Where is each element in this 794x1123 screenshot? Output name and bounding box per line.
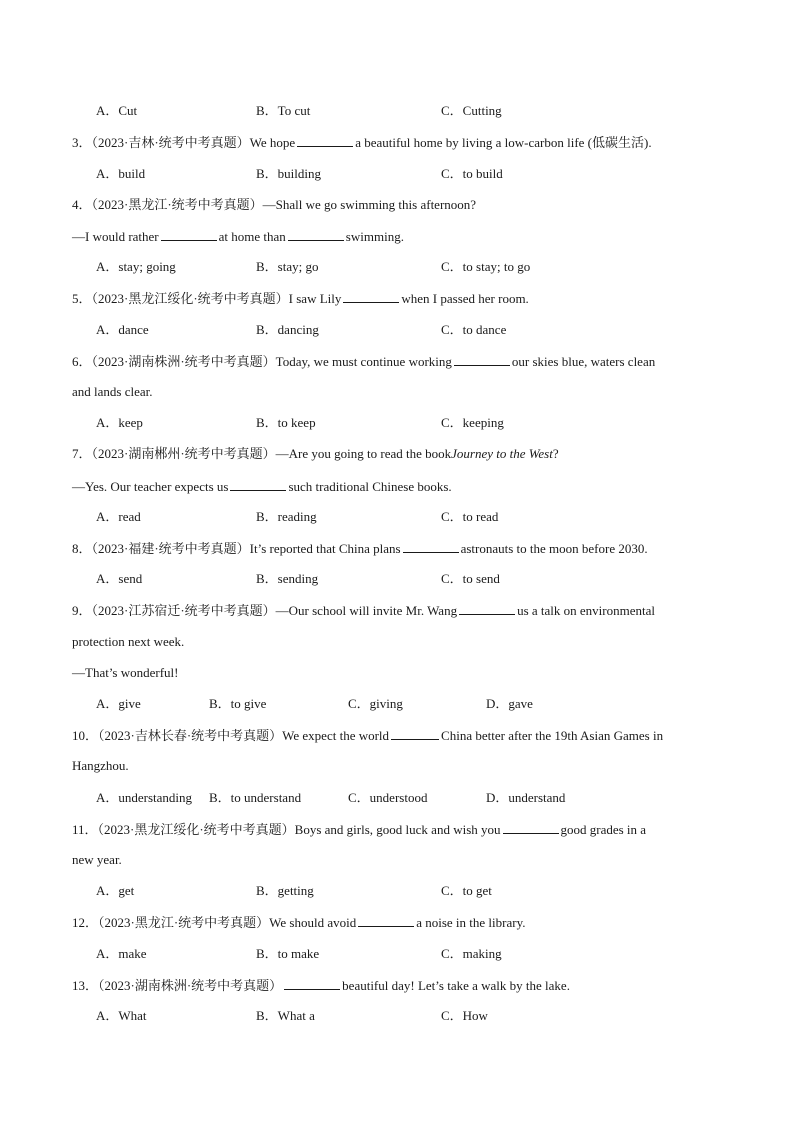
q5-stem-end: when I passed her room. bbox=[401, 291, 529, 306]
q5-option-c[interactable]: C．to dance bbox=[441, 322, 507, 337]
q12-option-a[interactable]: A．make bbox=[96, 946, 147, 961]
q10-stem bbox=[72, 727, 663, 744]
q9-option-c[interactable]: C．giving bbox=[348, 696, 403, 711]
book-title: Journey to the West bbox=[451, 446, 553, 461]
q10-option-b[interactable]: B．to understand bbox=[209, 790, 302, 805]
q8-stem bbox=[72, 540, 648, 557]
answer-blank bbox=[503, 821, 559, 834]
answer-blank bbox=[358, 914, 414, 927]
q3-option-a[interactable]: A．build bbox=[96, 166, 146, 181]
q10-stem-start: 10．（2023·吉林长春·统考中考真题）We expect the world bbox=[72, 728, 390, 743]
q8-option-c[interactable]: C．to send bbox=[441, 571, 500, 586]
q4-stem-line1: 4．（2023·黑龙江·统考中考真题）—Shall we go swimming this afternoon? bbox=[72, 197, 477, 212]
q5-option-b[interactable]: B．dancing bbox=[256, 322, 319, 337]
q12-stem-end: a noise in the library. bbox=[416, 915, 526, 930]
q7-part-b: such traditional Chinese books. bbox=[288, 479, 452, 494]
q12-option-b[interactable]: B．to make bbox=[256, 946, 320, 961]
q4-option-a[interactable]: A．stay; going bbox=[96, 259, 176, 274]
answer-blank bbox=[161, 228, 217, 241]
q4-part-a: —I would rather bbox=[72, 229, 159, 244]
q6-stem-line2: and lands clear. bbox=[72, 384, 153, 399]
answer-blank bbox=[391, 727, 439, 740]
answer-blank bbox=[297, 134, 353, 147]
q6-stem-end: our skies blue, waters clean bbox=[511, 354, 656, 369]
q9-option-b[interactable]: B．to give bbox=[209, 696, 267, 711]
q7-option-b[interactable]: B．reading bbox=[256, 509, 317, 524]
q12-stem-start: 12．（2023·黑龙江·统考中考真题）We should avoid bbox=[72, 915, 357, 930]
q13-stem-end: beautiful day! Let’s take a walk by the lake. bbox=[342, 978, 570, 993]
q11-option-c[interactable]: C．to get bbox=[441, 883, 492, 898]
q8-option-a[interactable]: A．send bbox=[96, 571, 143, 586]
answer-blank bbox=[454, 353, 510, 366]
q8-stem-end: astronauts to the moon before 2030. bbox=[460, 541, 648, 556]
q7-part-a: —Yes. Our teacher expects us bbox=[72, 479, 229, 494]
q9-stem bbox=[72, 602, 655, 619]
q10-option-d[interactable]: D．understand bbox=[486, 790, 566, 805]
q8-stem-start: 8．（2023·福建·统考中考真题）It’s reported that China plans bbox=[72, 541, 401, 556]
q3-option-c[interactable]: C．to build bbox=[441, 166, 503, 181]
q10-option-a[interactable]: A．understanding bbox=[96, 790, 193, 805]
q9-stem-line3: —That’s wonderful! bbox=[72, 665, 179, 680]
q9-stem-start: 9．（2023·江苏宿迁·统考中考真题）—Our school will invite Mr. Wang bbox=[72, 603, 458, 618]
q11-option-b[interactable]: B．getting bbox=[256, 883, 314, 898]
q9-stem-end: us a talk on environmental bbox=[517, 603, 656, 618]
q4-part-b: at home than bbox=[218, 229, 286, 244]
q6-option-c[interactable]: C．keeping bbox=[441, 415, 504, 430]
q2-option-a[interactable]: A．Cut bbox=[96, 103, 138, 118]
q4-option-c[interactable]: C．to stay; to go bbox=[441, 259, 531, 274]
q7-stem-end: ? bbox=[552, 446, 559, 461]
answer-blank bbox=[403, 540, 459, 553]
q7-option-c[interactable]: C．to read bbox=[441, 509, 499, 524]
q4-option-b[interactable]: B．stay; go bbox=[256, 259, 319, 274]
q10-option-c[interactable]: C．understood bbox=[348, 790, 428, 805]
q7-stem-start: 7．（2023·湖南郴州·统考中考真题）—Are you going to read the book bbox=[72, 446, 452, 461]
q5-option-a[interactable]: A．dance bbox=[96, 322, 149, 337]
q7-stem-line2 bbox=[72, 478, 452, 495]
answer-blank bbox=[343, 290, 399, 303]
q3-option-b[interactable]: B．building bbox=[256, 166, 322, 181]
q13-option-b[interactable]: B．What a bbox=[256, 1008, 315, 1023]
q3-stem-start: 3．（2023·吉林·统考中考真题）We hope bbox=[72, 135, 296, 150]
q6-stem-start: 6．（2023·湖南株洲·统考中考真题）Today, we must continue working bbox=[72, 354, 452, 369]
q13-option-a[interactable]: A．What bbox=[96, 1008, 147, 1023]
q8-option-b[interactable]: B．sending bbox=[256, 571, 319, 586]
q11-option-a[interactable]: A．get bbox=[96, 883, 135, 898]
q3-stem-end: a beautiful home by living a low-carbon life (低碳生活). bbox=[355, 135, 652, 150]
q9-option-a[interactable]: A．give bbox=[96, 696, 141, 711]
q10-stem-line2: Hangzhou. bbox=[72, 758, 129, 773]
q11-stem bbox=[72, 821, 646, 838]
q6-option-a[interactable]: A．keep bbox=[96, 415, 143, 430]
q7-option-a[interactable]: A．read bbox=[96, 509, 141, 524]
q9-stem-line2: protection next week. bbox=[72, 634, 185, 649]
q13-stem bbox=[72, 977, 570, 994]
q3-stem bbox=[72, 134, 652, 151]
q4-part-c: swimming. bbox=[345, 229, 404, 244]
answer-blank bbox=[230, 478, 286, 491]
q7-stem bbox=[72, 446, 559, 462]
q9-option-d[interactable]: D．gave bbox=[486, 696, 533, 711]
q11-stem-start: 11．（2023·黑龙江绥化·统考中考真题）Boys and girls, good luck and wish you bbox=[72, 822, 501, 837]
q13-stem-start: 13．（2023·湖南株洲·统考中考真题） bbox=[72, 978, 283, 993]
q2-option-b[interactable]: B．To cut bbox=[256, 103, 311, 118]
q13-option-c[interactable]: C．How bbox=[441, 1008, 488, 1023]
q5-stem-start: 5．（2023·黑龙江绥化·统考中考真题）I saw Lily bbox=[72, 291, 342, 306]
q10-stem-end: China better after the 19th Asian Games in bbox=[441, 728, 664, 743]
answer-blank bbox=[284, 977, 340, 990]
q6-option-b[interactable]: B．to keep bbox=[256, 415, 316, 430]
q11-stem-line2: new year. bbox=[72, 852, 122, 867]
q4-stem-line2 bbox=[72, 228, 404, 245]
q5-stem bbox=[72, 290, 529, 307]
answer-blank bbox=[288, 228, 344, 241]
q11-stem-end: good grades in a bbox=[560, 822, 647, 837]
q2-option-c[interactable]: C．Cutting bbox=[441, 103, 502, 118]
q12-option-c[interactable]: C．making bbox=[441, 946, 502, 961]
q6-stem bbox=[72, 353, 655, 370]
q12-stem bbox=[72, 914, 525, 931]
answer-blank bbox=[459, 602, 515, 615]
